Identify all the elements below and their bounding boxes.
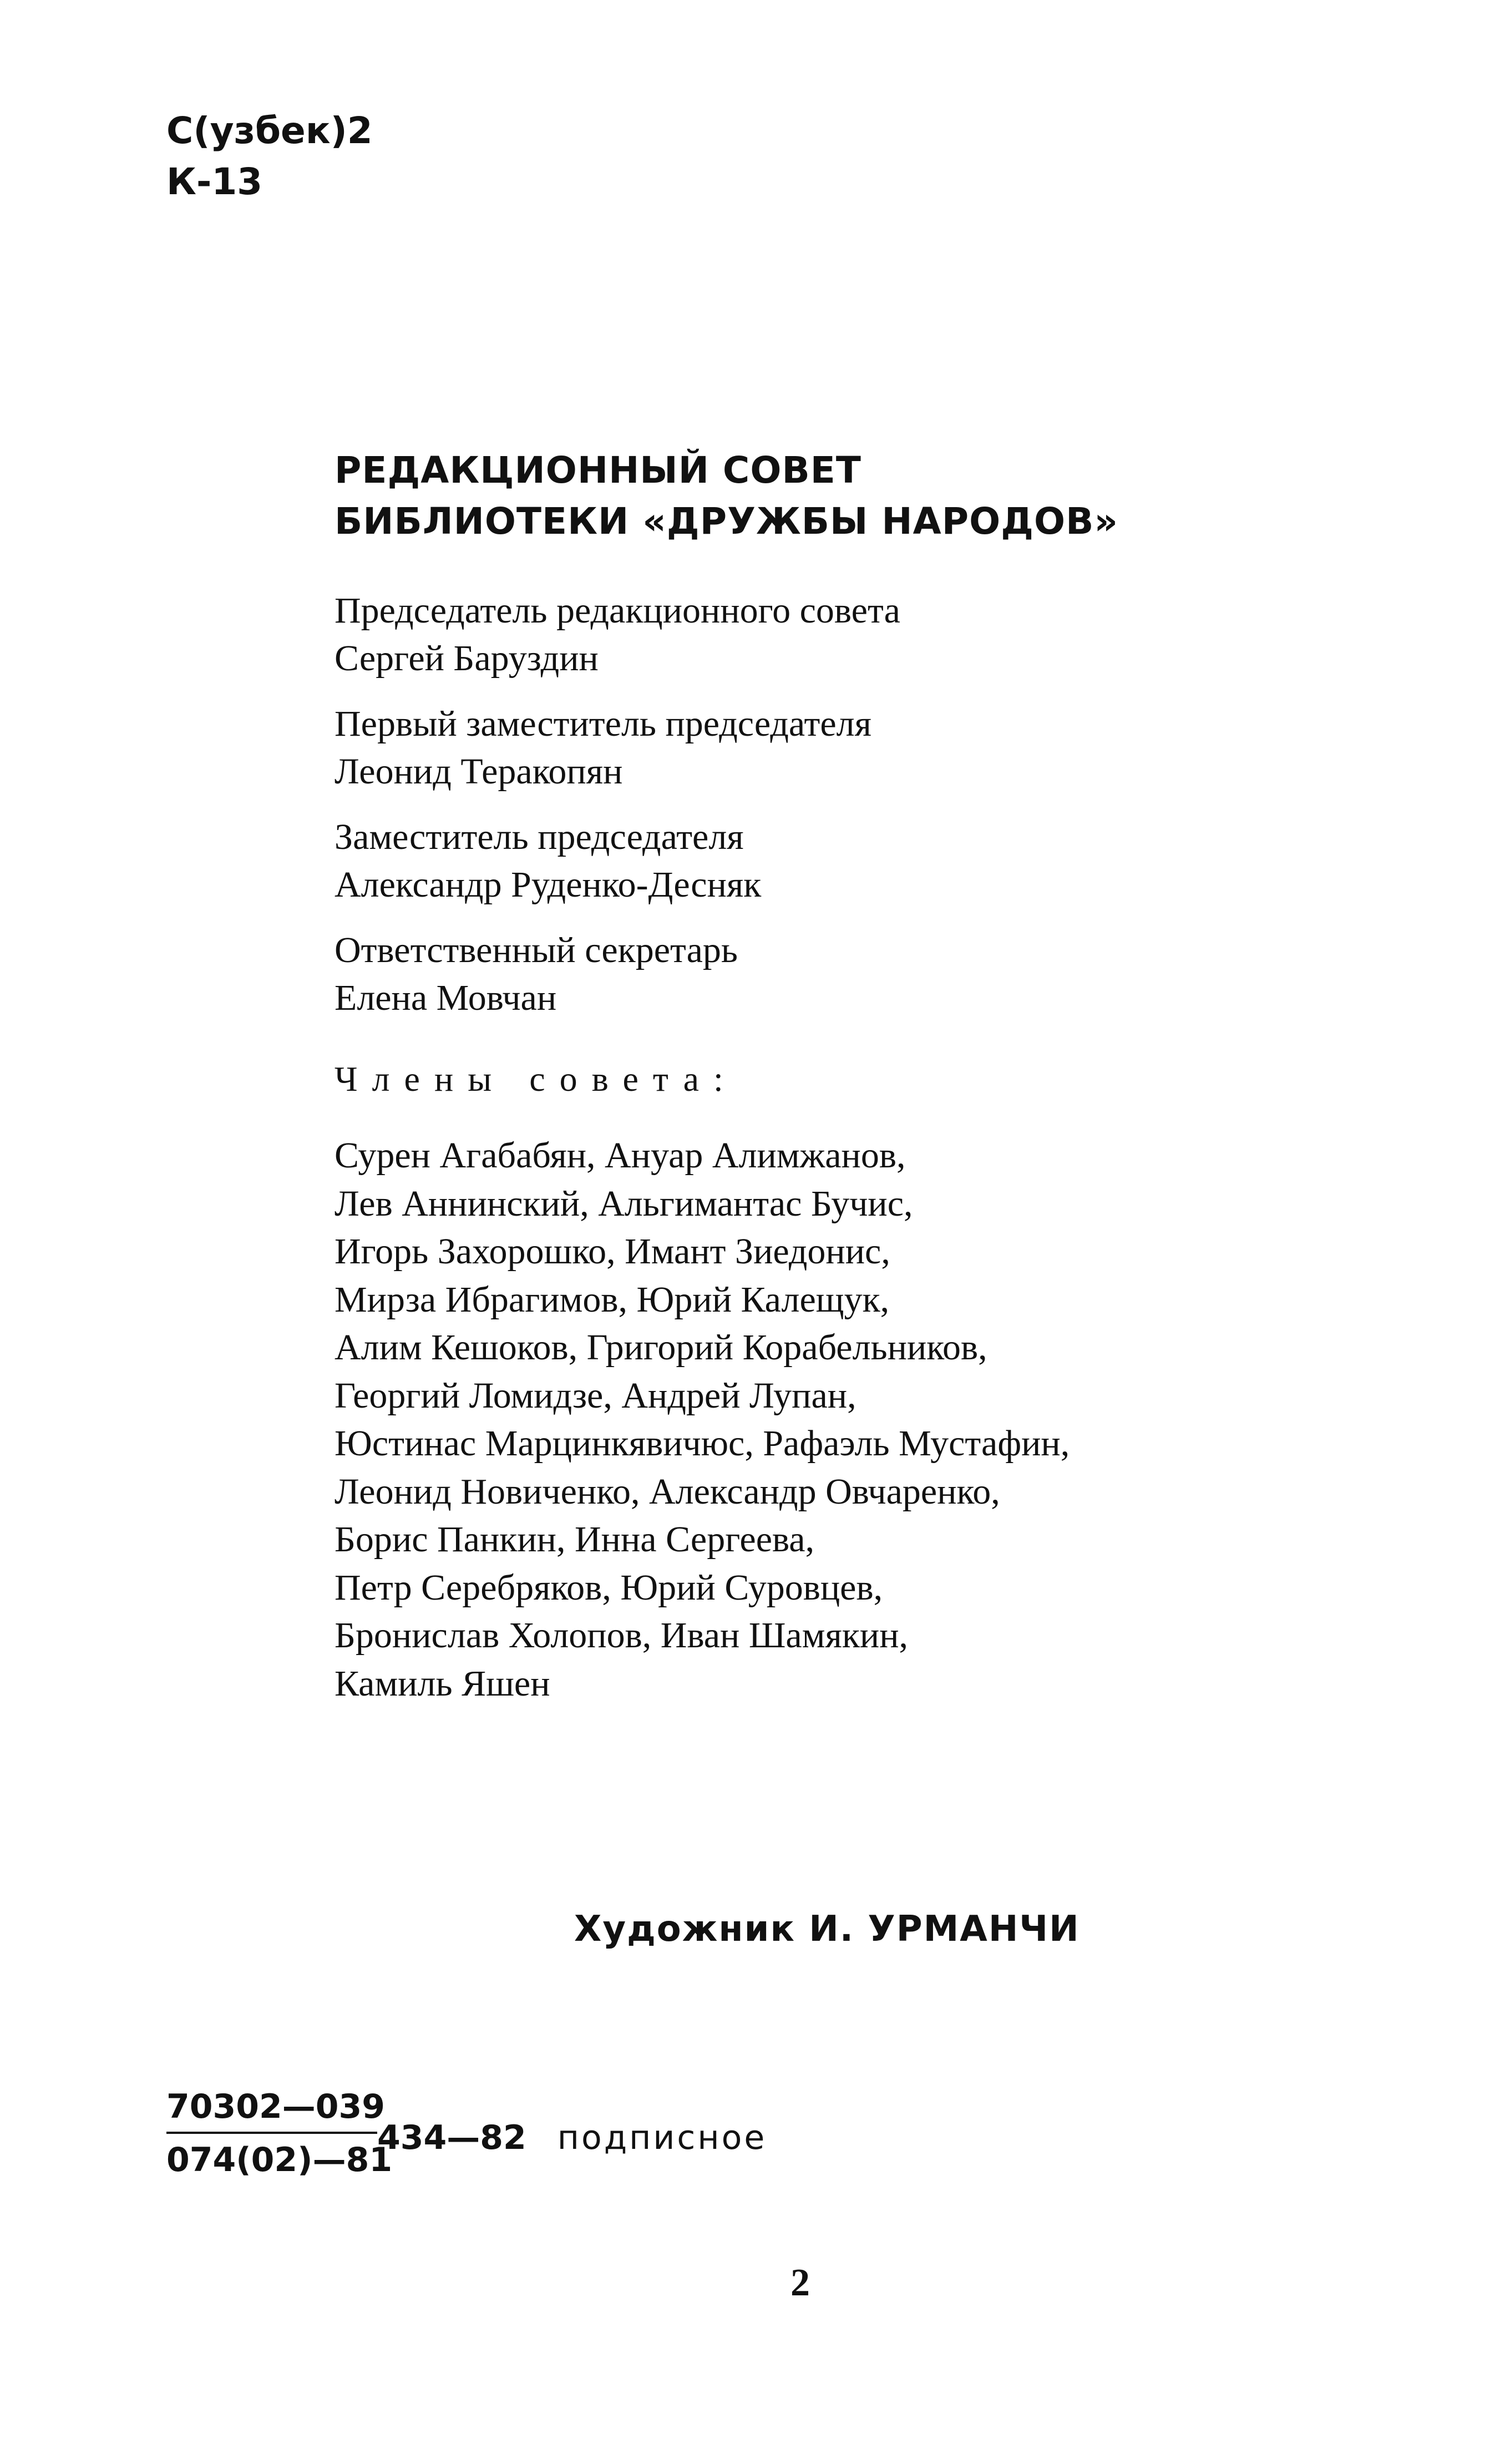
members-line: Мирза Ибрагимов, Юрий Калещук, bbox=[334, 1279, 890, 1320]
role-name: Леонид Теракопян bbox=[334, 751, 623, 792]
role-secretary bbox=[334, 927, 900, 1022]
board-roles bbox=[334, 587, 900, 1040]
role-title: Ответственный секретарь bbox=[334, 930, 738, 970]
artist-credit: Художник И. УРМАНЧИ bbox=[574, 1909, 1080, 1950]
members-line: Лев Аннинский, Альгимантас Бучис, bbox=[334, 1183, 913, 1224]
board-heading-line-2: БИБЛИОТЕКИ «ДРУЖБЫ НАРОДОВ» bbox=[334, 500, 1119, 543]
members-line: Петр Серебряков, Юрий Суровцев, bbox=[334, 1567, 883, 1608]
members-line: Игорь Захорошко, Имант Зиедонис, bbox=[334, 1231, 890, 1272]
editorial-board-heading bbox=[334, 445, 1118, 547]
imprint-number: 434—82 bbox=[377, 2118, 526, 2157]
imprint-fraction bbox=[166, 2086, 392, 2180]
role-chairman bbox=[334, 587, 900, 682]
role-name: Елена Мовчан bbox=[334, 978, 557, 1018]
page-number: 2 bbox=[790, 2261, 810, 2304]
members-line: Георгий Ломидзе, Андрей Лупан, bbox=[334, 1375, 856, 1416]
subscription-tag: подписное bbox=[557, 2118, 767, 2157]
role-title: Заместитель председателя bbox=[334, 817, 744, 857]
members-line: Сурен Агабабян, Ануар Алимжанов, bbox=[334, 1135, 906, 1176]
members-line: Камиль Яшен bbox=[334, 1663, 550, 1704]
members-heading: Члены совета: bbox=[334, 1059, 738, 1099]
members-line: Леонид Новиченко, Александр Овчаренко, bbox=[334, 1471, 1000, 1512]
role-name: Сергей Баруздин bbox=[334, 638, 599, 679]
classification-index: С(узбек)2 bbox=[166, 109, 373, 152]
imprint-numerator: 70302—039 bbox=[166, 2087, 385, 2126]
board-heading-line-1: РЕДАКЦИОННЫЙ СОВЕТ bbox=[334, 449, 861, 492]
fraction-divider bbox=[166, 2132, 377, 2134]
members-line: Юстинас Марцинкявичюс, Рафаэль Мустафин, bbox=[334, 1423, 1070, 1464]
members-line: Борис Панкин, Инна Сергеева, bbox=[334, 1519, 815, 1560]
imprint-side bbox=[377, 2118, 767, 2157]
role-name: Александр Руденко-Десняк bbox=[334, 864, 762, 905]
members-line: Алим Кешоков, Григорий Корабельников, bbox=[334, 1327, 987, 1368]
role-title: Первый заместитель председателя bbox=[334, 704, 871, 744]
role-first-deputy bbox=[334, 700, 900, 796]
imprint-denominator: 074(02)—81 bbox=[166, 2141, 393, 2179]
members-list bbox=[334, 1132, 1070, 1708]
role-deputy bbox=[334, 813, 900, 909]
library-classification bbox=[166, 105, 373, 208]
imprint-code bbox=[166, 2086, 767, 2180]
role-title: Председатель редакционного совета bbox=[334, 590, 900, 631]
author-mark: К-13 bbox=[166, 160, 263, 203]
members-line: Бронислав Холопов, Иван Шамякин, bbox=[334, 1615, 909, 1656]
